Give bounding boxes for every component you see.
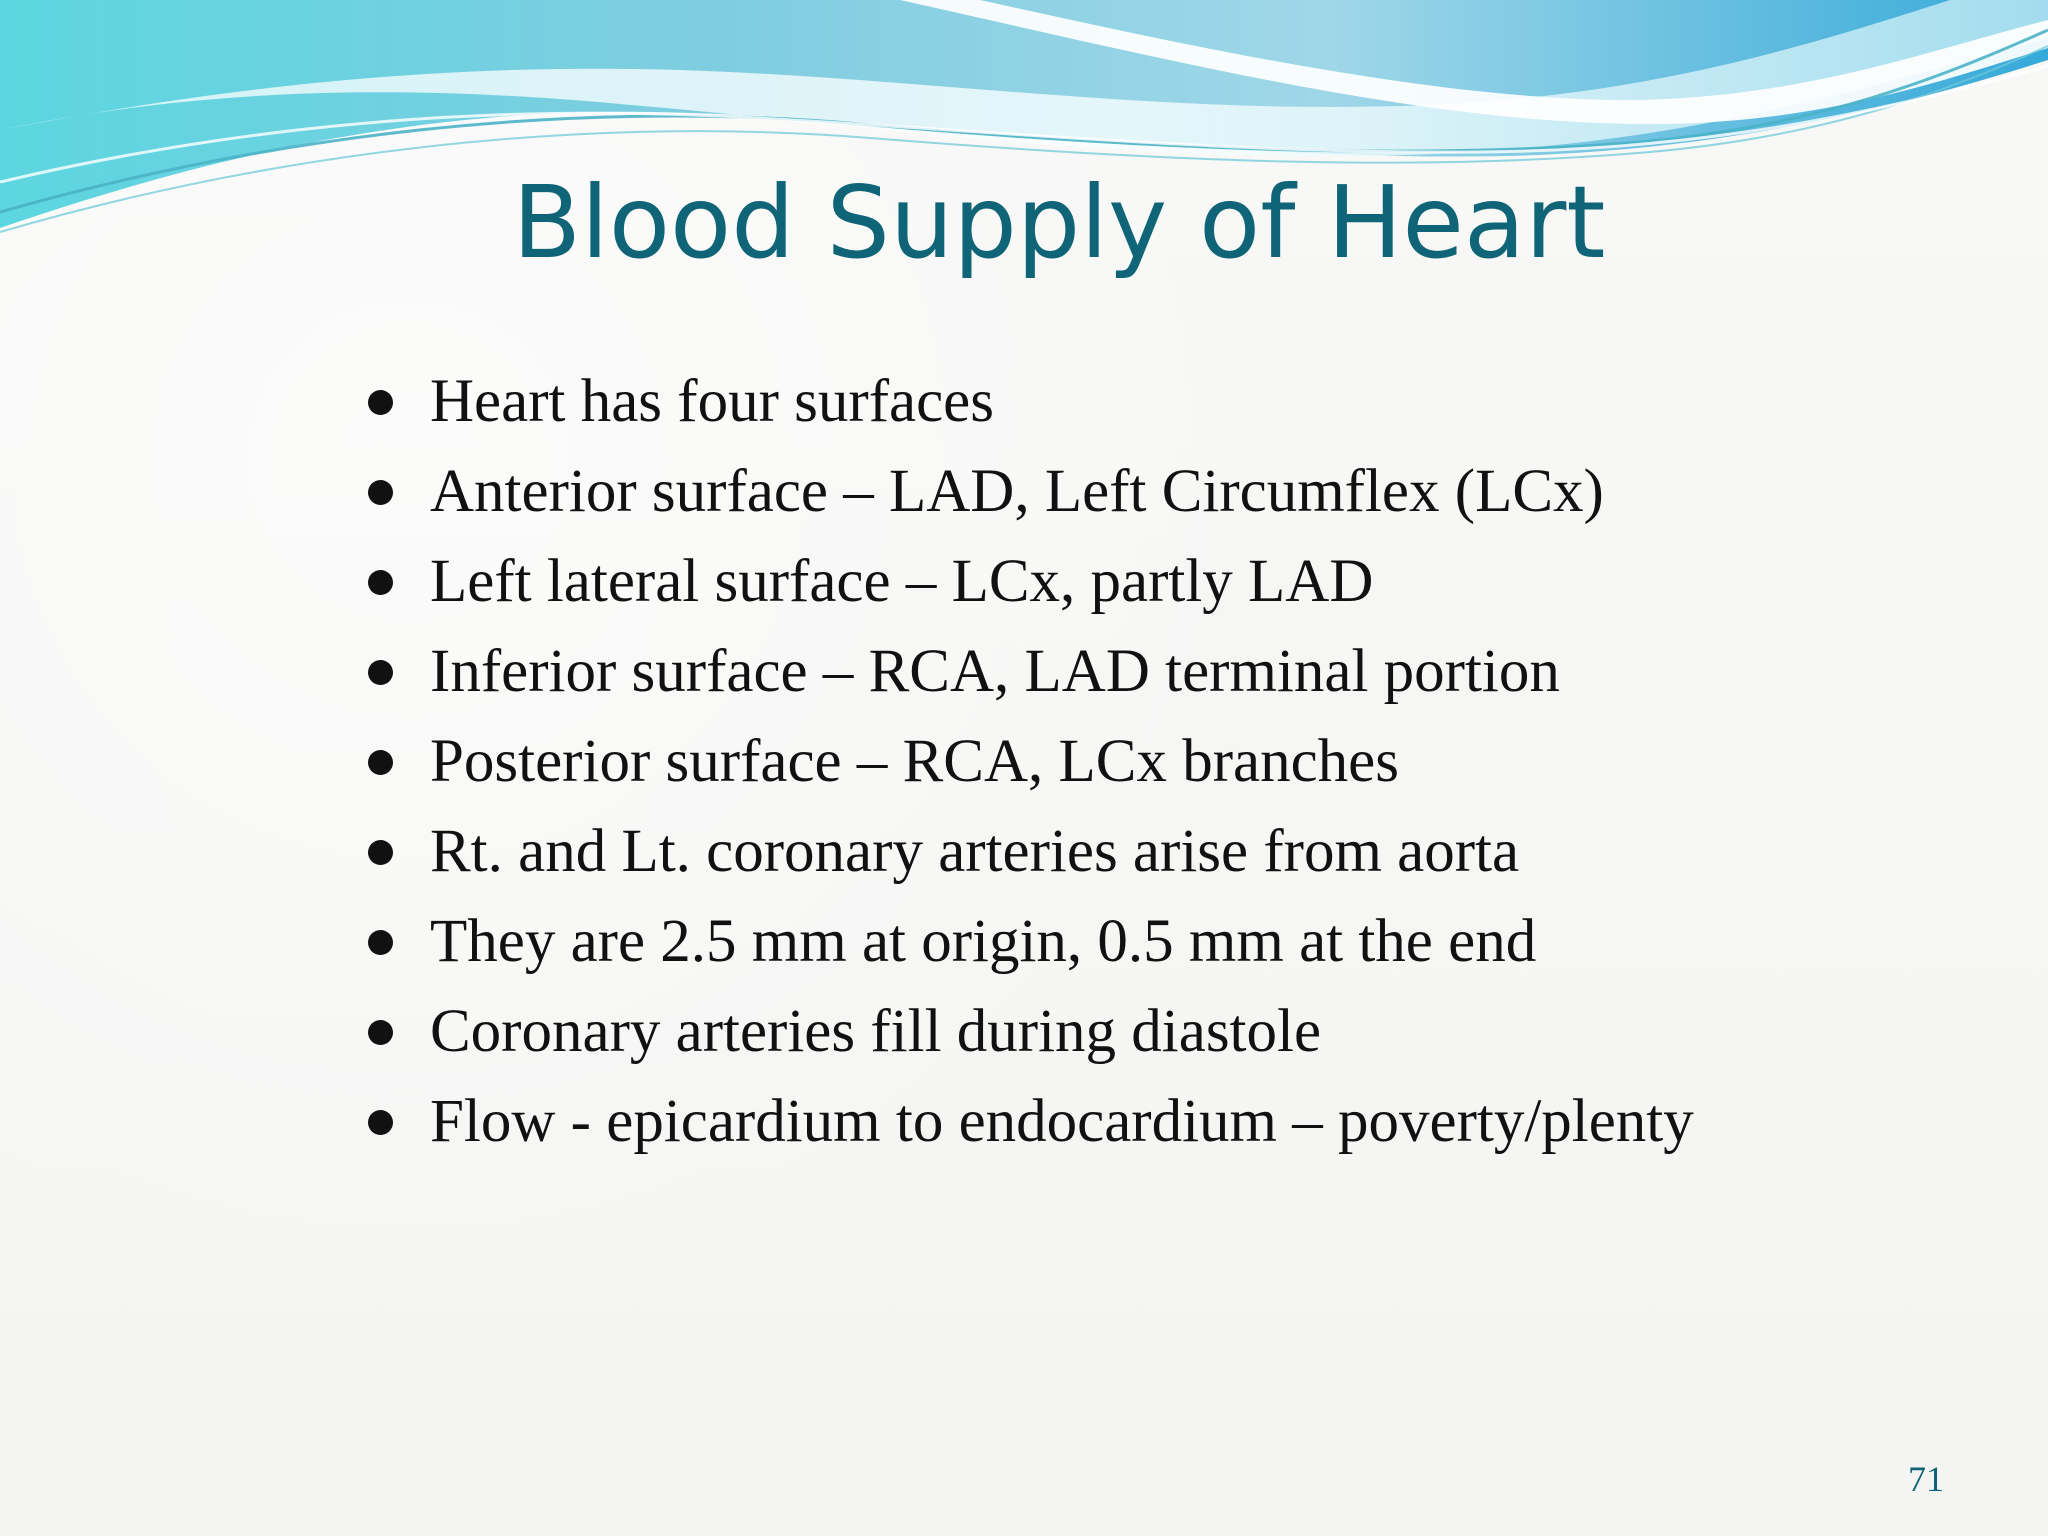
bullet-item: [364, 814, 1724, 890]
bullet-text: Rt. and Lt. coronary arteries arise from aorta: [430, 818, 1520, 885]
bullet-dot-icon: [368, 660, 393, 685]
bullet-dot-icon: [368, 1110, 393, 1135]
bullet-dot-icon: [368, 840, 393, 865]
bullet-dot-icon: [368, 930, 393, 955]
bullet-dot-icon: [368, 480, 393, 505]
bullet-item: [364, 634, 1724, 710]
bullet-text: Coronary arteries fill during diastole: [430, 998, 1322, 1065]
bullet-item: [364, 454, 1724, 530]
bullet-dot-icon: [368, 1020, 393, 1045]
bullet-item: [364, 994, 1724, 1070]
bullet-dot-icon: [368, 570, 393, 595]
bullet-text: Anterior surface – LAD, Left Circumflex (LCx): [430, 458, 1604, 525]
bullet-item: [364, 724, 1724, 800]
bullet-item: [364, 1084, 1724, 1160]
bullet-text: Inferior surface – RCA, LAD terminal portion: [430, 638, 1560, 705]
bullet-text: Posterior surface – RCA, LCx branches: [430, 728, 1400, 795]
bullet-text: Left lateral surface – LCx, partly LAD: [430, 548, 1374, 615]
page-number: 71: [1908, 1459, 1944, 1499]
bullet-item: [364, 364, 1724, 440]
bullet-item: [364, 544, 1724, 620]
bullet-dot-icon: [368, 390, 393, 415]
slide-title: Blood Supply of Heart: [512, 164, 1606, 281]
bullet-text: Heart has four surfaces: [430, 368, 994, 435]
bullet-dot-icon: [368, 750, 393, 775]
bullet-item: [364, 904, 1724, 980]
bullet-text: They are 2.5 mm at origin, 0.5 mm at the end: [430, 908, 1537, 975]
bullet-list: [364, 364, 1724, 1174]
bullet-text: Flow - epicardium to endocardium – poverty/plenty: [430, 1088, 1694, 1155]
